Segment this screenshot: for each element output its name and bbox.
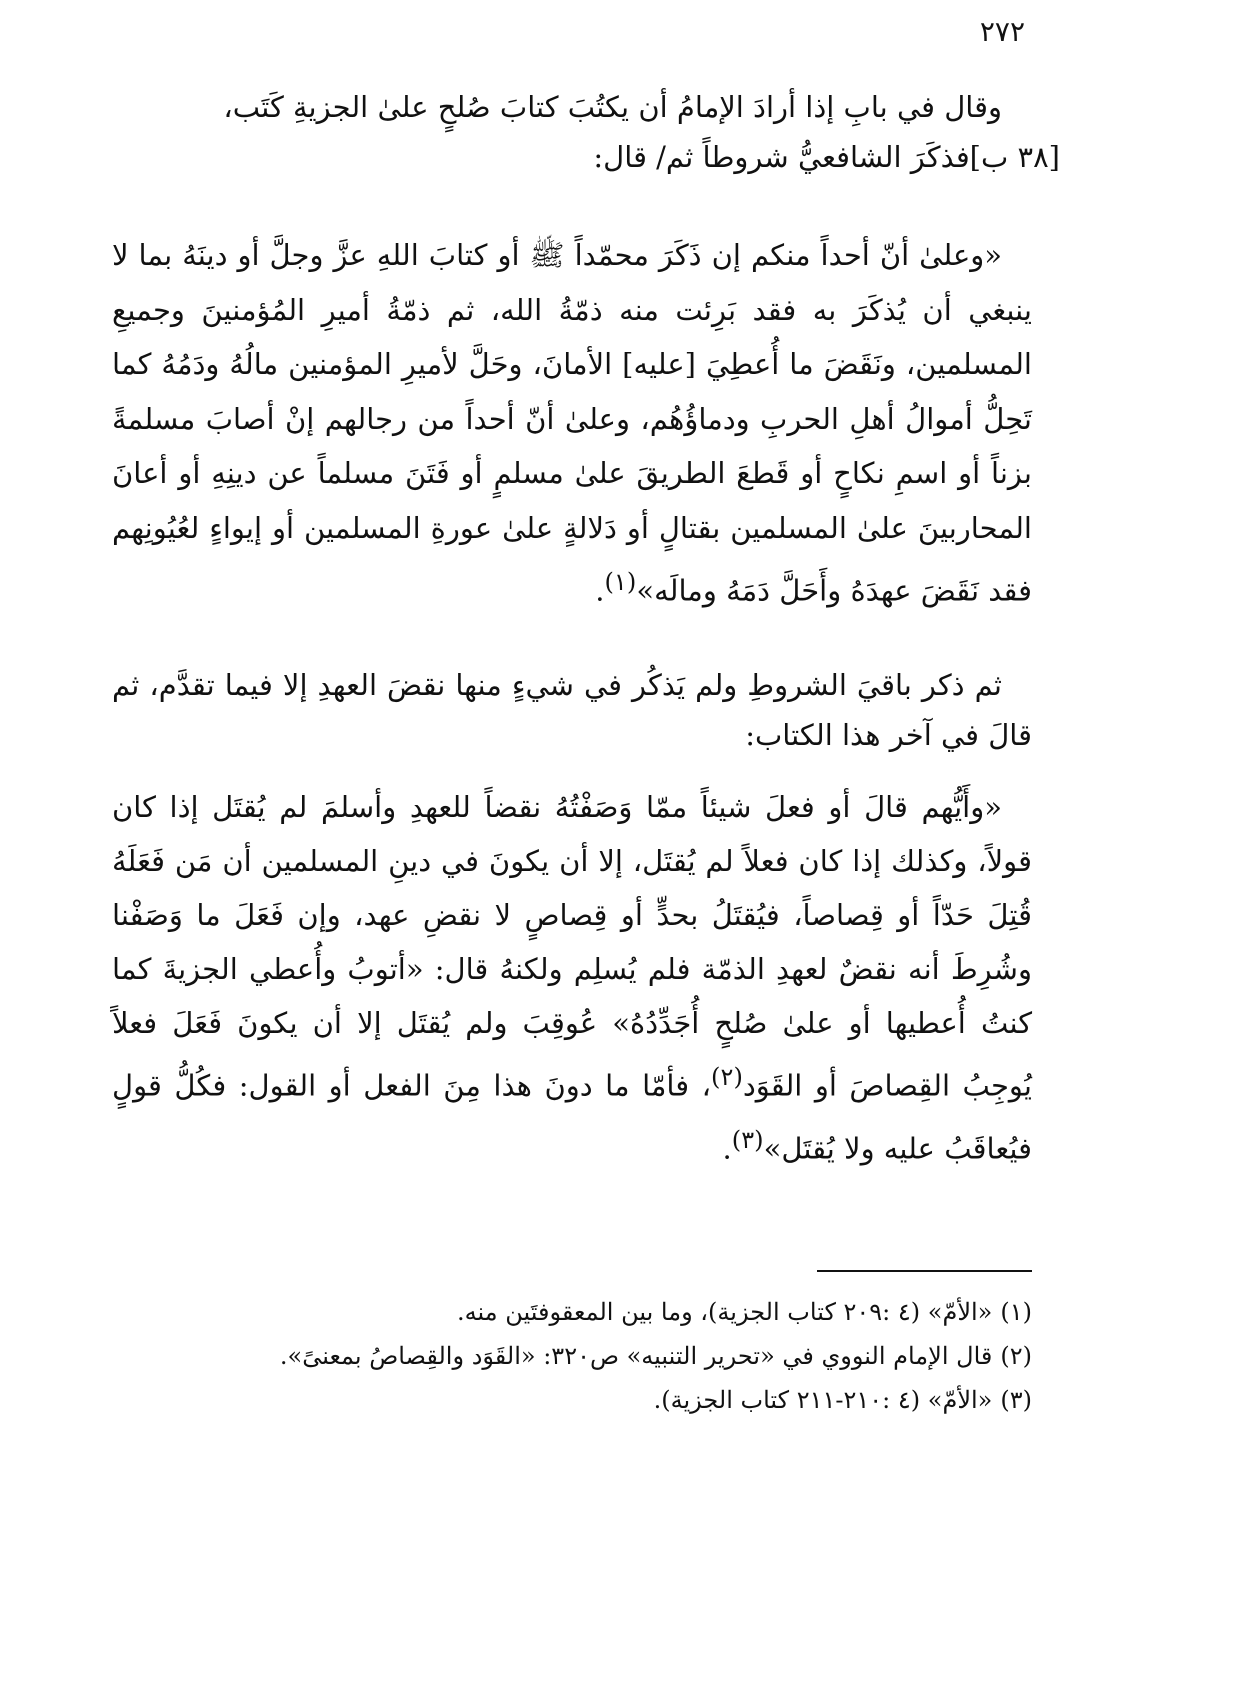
footnote-1-marker: (١) [1000,1298,1032,1326]
middle-text: ثم ذكر باقيَ الشروطِ ولم يَذكُر في شيءٍ منها نقضَ العهدِ إلا فيما تقدَّم، ثم قالَ في آخر هذا الكتاب: [112,668,1032,752]
intro-paragraph [112,82,1060,182]
quote-1-end: . [595,573,605,608]
page-number: ٢٧٢ [979,15,1025,48]
quote-1-body: «وعلىٰ أنّ أحداً منكم إن ذَكَرَ محمّداً ﷺ أو كتابَ اللهِ عزَّ وجلَّ أو دينَهُ بما لا ينبغي أن يُذكَرَ به فقد بَرِئت منه ذمّةُ الله، ثم ذمّةُ أميرِ المُؤمنينَ وجميعِ المسلمين، ونَقَضَ ما أُعطِيَ [عليه] الأمانَ، وحَلَّ لأميرِ المؤمنين مالُهُ ودَمُهُ كما تَحِلُّ أموالُ أهلِ الحربِ ودماؤُهُم، وعلىٰ أنّ أحداً من رجالهم إنْ أصابَ مسلمةً بزناً أو اسمِ نكاحٍ أو قَطعَ الطريقَ علىٰ مسلمٍ أو فَتَنَ مسلماً عن دينِهِ أو أعانَ المحاربينَ علىٰ المسلمين بقتالٍ أو دَلالةٍ علىٰ عورةِ المسلمين أو إيواءٍ لعُيُونِهم فقد نَقَضَ عهدَهُ وأَحَلَّ دَمَهُ ومالَه» [112,238,1033,608]
footnote-2 [112,1334,1032,1378]
footnote-3-marker: (٣) [1000,1386,1032,1414]
footnote-2-marker: (٢) [1000,1342,1032,1370]
quote-paragraph-1 [112,228,1032,618]
footnote-3 [112,1378,1032,1422]
quote-2-end: . [722,1131,732,1166]
intro-line-1: وقال في بابِ إذا أرادَ الإمامُ أن يكتُبَ كتابَ صُلحٍ علىٰ الجزيةِ كَتَب، [223,90,1002,124]
footnote-1 [112,1290,1032,1334]
quote-paragraph-2 [112,780,1032,1175]
footnote-2-text: قال الإمام النووي في «تحرير التنبيه» ص٣٢٠: «القَوَد والقِصاصُ بمعنىً». [279,1342,993,1370]
quote-2-text [112,780,1032,1175]
quote-2-part-2: ، فأمّا ما دونَ هذا مِنَ الفعل أو القول: فكُلُّ قولٍ فيُعاقَبُ عليه ولا يُقتَل» [112,1068,1032,1166]
quote-2-part-1: «وأَيُّهم قالَ أو فعلَ شيئاً ممّا وَصَفْتُهُ نقضاً للعهدِ وأسلمَ لم يُقتَل إذا كان قولاً، وكذلك إذا كان فعلاً لم يُقتَل، إلا أن يكونَ في دينِ المسلمين أن مَن فَعَلَهُ قُتِلَ حَدّاً أو قِصاصاً، فيُقتَلُ بحدٍّ أو قِصاصٍ لا نقضِ عهد، وإن فَعَلَ ما وَصَفْنا وشُرِطَ أنه نقضٌ لعهدِ الذمّة فلم يُسلِم ولكنهُ قال: «أتوبُ وأُعطي الجزيةَ كما كنتُ أُعطيها أو علىٰ صُلحٍ أُجَدِّدُهُ» عُوقِبَ ولم يُقتَل إلا أن يكونَ فَعَلَ فعلاً يُوجِبُ القِصاصَ أو القَوَد [112,790,1032,1103]
middle-paragraph [112,660,1032,760]
intro-line-2: [٣٨ ب]فذكَرَ الشافعيُّ شروطاً ثم/ قال: [593,140,1060,174]
footnote-3-text: «الأمّ» (٤ :٢١٠-٢١١ كتاب الجزية). [653,1386,993,1414]
footnotes [112,1290,1032,1422]
footnote-ref-1: (١) [604,568,637,596]
footnote-divider [817,1270,1032,1272]
footnote-1-text: «الأمّ» (٤ :٢٠٩ كتاب الجزية)، وما بين المعقوفتَين منه. [457,1298,993,1326]
footnote-ref-3: (٣) [731,1125,764,1154]
quote-1-text [112,228,1032,618]
footnote-ref-2: (٢) [711,1063,743,1091]
